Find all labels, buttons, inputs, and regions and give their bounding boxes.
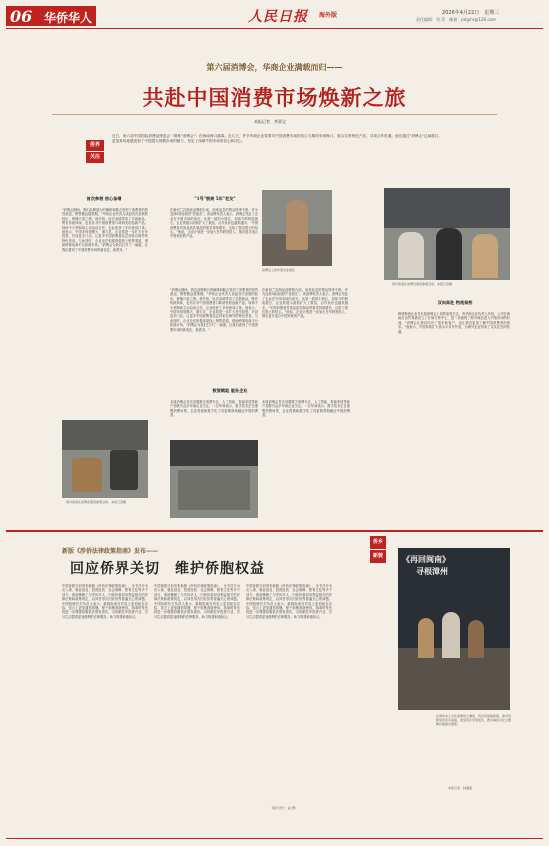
col3-body-2: 本届消博会首次设置数字消费专区，人工智能、智能家居等新产品吸引众多华商企业关注。一位华商表示，数字技术正在重塑消费场景，企业将借助数字化工具更精准地触达中国消费者。 <box>262 400 350 418</box>
section-name-block <box>40 6 96 26</box>
col4-heading: 双向奔赴 物流架桥 <box>437 300 473 305</box>
topic-tag <box>86 140 104 162</box>
poster-title: 《再回闽南》 <box>402 554 450 564</box>
section-name: 华侨华人 <box>44 11 93 25</box>
top-right-photo <box>384 188 510 280</box>
bottom-note: （版式设计：赵 偲） <box>270 806 298 810</box>
col1-heading: 首次参展 信心备增 <box>86 196 122 201</box>
bottom-tag-line1: 侨乡 <box>370 536 386 549</box>
col1-photo <box>62 420 148 498</box>
top-headline: 共赴中国消费市场焕新之旅 <box>142 85 407 110</box>
poster-byline: 本报记者 林潘嘉 <box>448 786 473 790</box>
bottom-body-col1: 中国侨联日前发布新版《涉侨法律政策指南》，全书共分为出入境、就业创业、投资经营、社会保障、教育文化等多个部分，系统梳理了与华侨华人、归侨侨眷切身利益相关的法律法规和政策规定，以问答形式回应侨界普遍关心的问题。中国侨联有关负责人表示，新版指南在内容上更加贴近实际，语言上更加通俗易懂，便于侨胞查阅使用。指南的发布将进一步增强侨胞依法维权意识，为侨胞在华投资兴业、学习生活提供更加便利的法律服务，助力构建和谐侨社。 <box>62 584 148 619</box>
col1-body: "消博会期间，我们品牌展台的咖啡和糕点受到了消费者的热烈欢迎，销售额远超预期。"华商企业负责人谈起首次参展的经历，难掩兴奋之情。他介绍，此次参展带来了多款新品，既有传统风味，也有针对中国消费者口味研发的创新产品。现场不少采购商主动洽谈合作，企业收获了多份意向订单。他表示，中国市场规模大、潜力足，企业将进一步扩大在华投资，开设更多门店，让更多中国消费者品尝到来自海外的特色美食。与此同时，企业也在积极探索线上销售渠道，借助跨境电商平台拓展市场。"消博会为我们打开了一扇窗，让我们看到了中国消费市场的新变化、新需求。" <box>62 208 148 252</box>
bottom-tag <box>370 536 386 562</box>
section-divider <box>6 530 543 532</box>
top-kicker: 第六届消博会，华商企业满载而归—— <box>206 62 343 72</box>
col2b-body: 在新西兰乳制品品牌展台前，前来品尝的观众络绎不绝。作为连续5届参展的"老朋友"，该品牌负责人表示，消博会见证了企业在中国市场的成长。从第一届的小展位，到如今的特装展台，企业的展示面积扩大了数倍，合作伙伴也越来越多。"中国消费者对高品质乳制品的需求持续增长，这给了我们很大的信心。"他说，企业计划进一步加大在华研发投入，推出更多适合中国家庭的产品。 <box>262 288 348 319</box>
bottom-headline: 回应侨界关切 维护侨胞权益 <box>70 561 265 577</box>
top-right-photo-caption: 海外客商在消博会展馆参观洽谈。本报记者摄 <box>392 282 453 286</box>
paper-logo: 人民日报 <box>248 9 308 25</box>
bottom-body-col2: 中国侨联日前发布新版《涉侨法律政策指南》，全书共分为出入境、就业创业、投资经营、社会保障、教育文化等多个部分，系统梳理了与华侨华人、归侨侨眷切身利益相关的法律法规和政策规定，以问答形式回应侨界普遍关心的问题。中国侨联有关负责人表示，新版指南在内容上更加贴近实际，语言上更加通俗易懂，便于侨胞查阅使用。指南的发布将进一步增强侨胞依法维权意识，为侨胞在华投资兴业、学习生活提供更加便利的法律服务，助力构建和谐侨社。 <box>154 584 240 619</box>
masthead <box>6 6 543 29</box>
col2-body: 在新西兰乳制品品牌展台前，前来品尝的观众络绎不绝。作为连续5届参展的"老朋友"，该品牌负责人表示，消博会见证了企业在中国市场的成长。从第一届的小展位，到如今的特装展台，企业的展示面积扩大了数倍，合作伙伴也越来越多。"中国消费者对高品质乳制品的需求持续增长，这给了我们很大的信心。"他说，企业计划进一步加大在华研发投入，推出更多适合中国家庭的产品。 <box>170 208 258 239</box>
top-lead: 近日，第六届中国国际消费品博览会（简称"消博会"）在海南海口落幕。近几天，许多华商企业带着对中国消费市场的信心与期待来到海口，展示自家特色产品，寻找合作机遇。他们通过"消博会"这扇窗口，更加真切地感受到了中国超大规模市场的魅力，坚定了深耕中国市场的信心和决心。 <box>112 134 442 144</box>
col3-body: 本届消博会首次设置数字消费专区，人工智能、智能家居等新产品吸引众多华商企业关注。一位华商表示，数字技术正在重塑消费场景，企业将借助数字化工具更精准地触达中国消费者。 <box>170 400 258 418</box>
poster-subtitle: 寻根漳州 <box>416 566 448 576</box>
bottom-kicker: 新版《涉侨法律政策指南》发布—— <box>62 548 159 555</box>
col1-photo-caption: 海外客商在消博会展馆参观洽谈。本报记者摄 <box>66 500 127 504</box>
editor-line: 责任编辑：刘 萍 邮箱：pdgmr@126.com <box>416 17 496 22</box>
poster-image <box>398 548 510 710</box>
col2-photo-caption: 消博会上的华商企业展区 <box>262 268 296 272</box>
headline-rule <box>52 114 497 115</box>
top-byline: 本报记者 李嘉宝 <box>254 119 286 124</box>
col3-photo <box>170 440 258 518</box>
page-number-block <box>6 6 40 26</box>
col2-heading: "1号"展商 5年"老友" <box>194 196 236 201</box>
poster-caption: 在漳州本土文化深厚的土壤里，侨乡风貌焕新颜，海外侨胞常回家乡看看，感受家乡发展变化。图为闽南文化主题舞台剧演出剧照。 <box>436 714 512 726</box>
bottom-body-col3: 中国侨联日前发布新版《涉侨法律政策指南》，全书共分为出入境、就业创业、投资经营、社会保障、教育文化等多个部分，系统梳理了与华侨华人、归侨侨眷切身利益相关的法律法规和政策规定，以问答形式回应侨界普遍关心的问题。中国侨联有关负责人表示，新版指南在内容上更加贴近实际，语言上更加通俗易懂，便于侨胞查阅使用。指南的发布将进一步增强侨胞依法维权意识，为侨胞在华投资兴业、学习生活提供更加便利的法律服务，助力构建和谐侨社。 <box>246 584 332 619</box>
col4-body: 跨境物流企业在本届消博会上同样备受关注。有华商企业负责人介绍，公司在海南自由贸易港设立了区域分拨中心，进一步缩短了海外商品进入中国市场的时间。"消博会让我们结识了很多新客户，也让我们更加了解中国消费者的需求。"他表示，中国持续扩大高水平对外开放，为海外企业带来了实实在在的机遇。 <box>398 312 510 334</box>
col2-body-continued: "消博会期间，我们品牌展台的咖啡和糕点受到了消费者的热烈欢迎，销售额远超预期。"华商企业负责人谈起首次参展的经历，难掩兴奋之情。他介绍，此次参展带来了多款新品，既有传统风味，也有针对中国消费者口味研发的创新产品。现场不少采购商主动洽谈合作，企业收获了多份意向订单。他表示，中国市场规模大、潜力足，企业将进一步扩大在华投资，开设更多门店，让更多中国消费者品尝到来自海外的特色美食。与此同时，企业也在积极探索线上销售渠道，借助跨境电商平台拓展市场。"消博会为我们打开了一扇窗，让我们看到了中国消费市场的新变化、新需求。" <box>170 288 258 332</box>
col2-photo <box>262 190 332 266</box>
topic-tag-line1: 侨界 <box>86 140 104 151</box>
bottom-rule <box>6 838 543 839</box>
issue-date: 2026年4月22日 星期三 <box>442 10 500 16</box>
col3-heading: 数智赋能 服务企业 <box>212 388 248 393</box>
topic-tag-line2: 关注 <box>86 151 104 163</box>
page-number: 06 <box>10 7 33 26</box>
paper-subname: 海外版 <box>319 12 338 19</box>
bottom-tag-line2: 新貌 <box>370 549 386 563</box>
